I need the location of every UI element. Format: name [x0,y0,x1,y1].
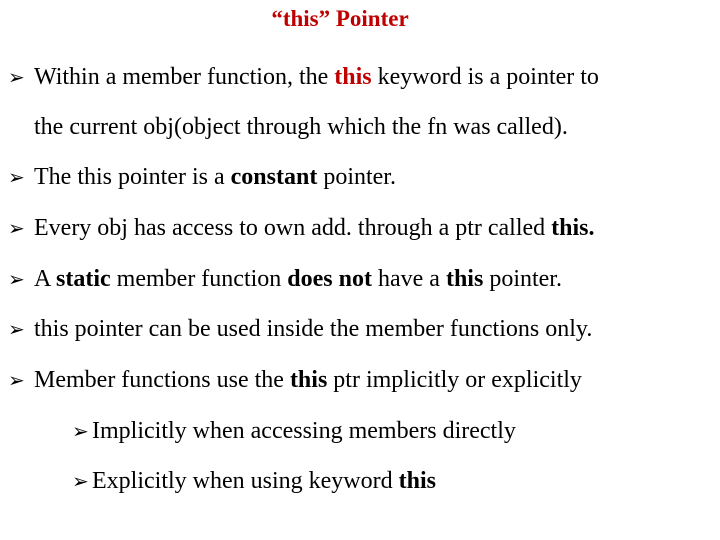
bullet-text: Member functions use the [34,367,290,393]
arrow-bullet-icon: ➢ [8,368,25,392]
slide-title: “this” Pointer [271,6,409,31]
bullet-implicit-explicit [8,365,582,395]
bullet-constant-pointer [8,162,396,192]
bullet-text: The this pointer is a [34,164,231,190]
bullet-text: keyword is a pointer to [371,64,599,90]
bullet-own-address [8,213,595,243]
bullet-this-keyword [8,62,599,92]
bullet-text: have a [371,266,446,292]
subbullet-explicitly [72,466,436,496]
bold-text: constant [230,164,318,190]
bullet-text: pointer. [483,266,562,292]
bullet-text: Every obj has access to own add. through a ptr called [34,215,552,241]
bold-text: static [56,266,111,292]
subbullet-implicitly [72,416,516,446]
arrow-bullet-icon: ➢ [8,317,25,341]
bold-text: this [289,367,328,393]
bullet-text: Implicitly when accessing members directly [92,418,516,444]
bullet-this-keyword-continued: the current obj(object through which the fn was called). [34,114,568,140]
arrow-bullet-icon: ➢ [8,216,25,240]
bullet-text: ptr implicitly or explicitly [327,367,582,393]
bullet-static-function [8,264,562,294]
arrow-bullet-icon: ➢ [72,419,89,443]
bullet-text: Within a member function, the [34,64,335,90]
keyword-this: this [334,64,372,90]
bullet-text: A [34,266,57,292]
arrow-bullet-icon: ➢ [8,165,25,189]
bold-text: this [398,468,436,494]
bold-text: this [445,266,484,292]
bullet-member-functions-only [8,314,592,344]
arrow-bullet-icon: ➢ [8,267,25,291]
bullet-text: member function [110,266,288,292]
bold-text: this. [551,215,595,241]
bullet-text: pointer. [317,164,396,190]
arrow-bullet-icon: ➢ [8,65,25,89]
arrow-bullet-icon: ➢ [72,469,89,493]
bold-text: does not [287,266,372,292]
bullet-text: Explicitly when using keyword [92,468,399,494]
bullet-text: this pointer can be used inside the member functions only. [34,316,593,342]
